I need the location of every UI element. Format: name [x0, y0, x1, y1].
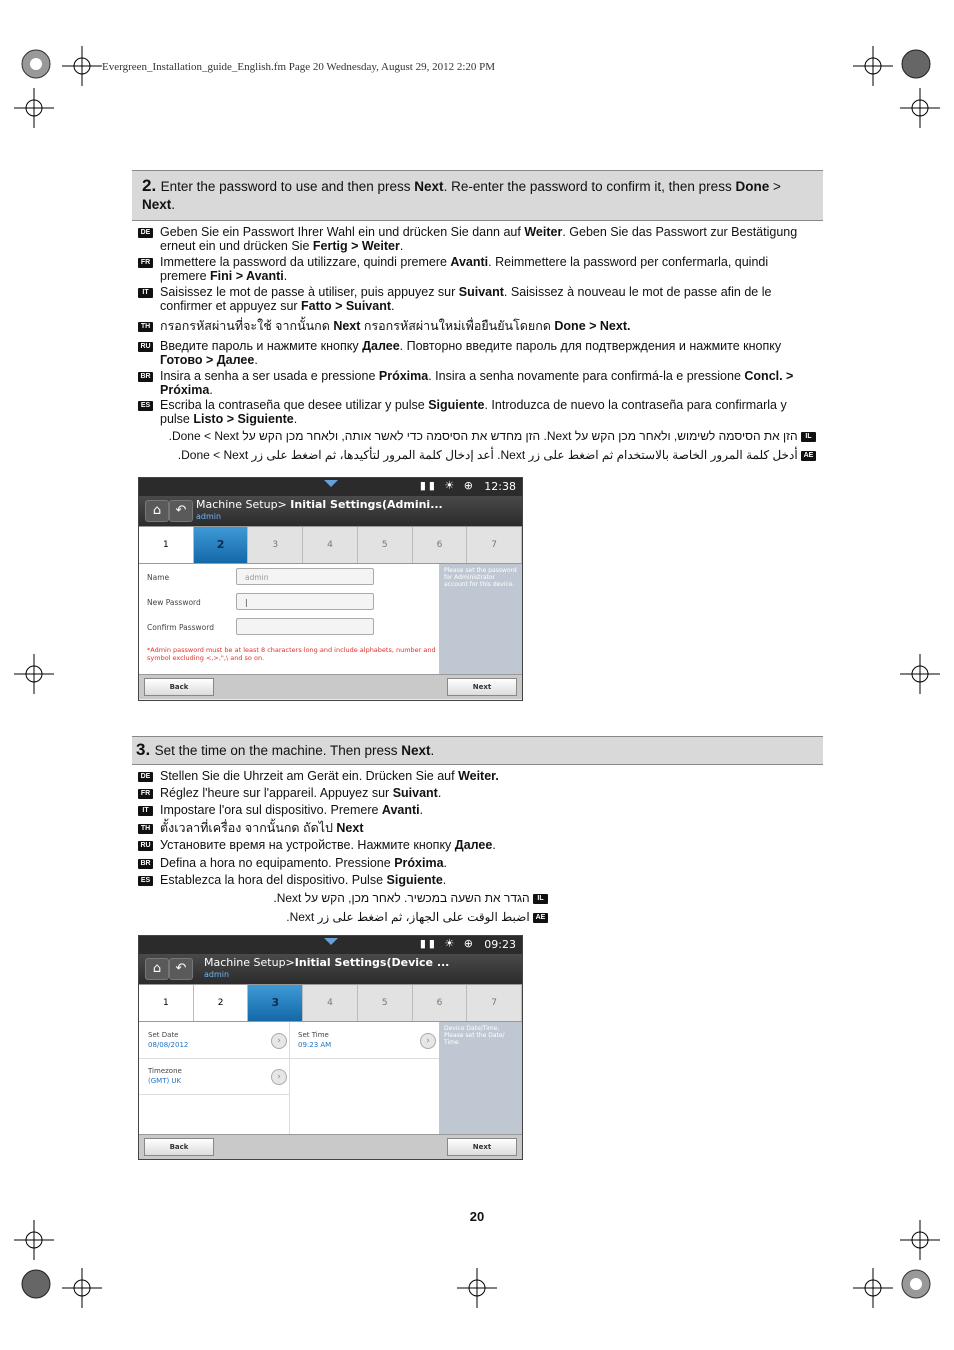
- lang-badge: DE: [138, 772, 153, 782]
- lang-row-ae: AE أدخل كلمة المرور الخاصة بالاستخدام ثم اضغط على زر Next. أعد إدخال كلمة المرور لتأكيدها، ثم اضغط على زر Done < Next.: [178, 448, 816, 462]
- footer-bar: [139, 1134, 522, 1159]
- lang-badge: AE: [801, 451, 816, 461]
- lang-row-th: TH ตั้งเวลาที่เครื่อง จากนั้นกด ถัดไป Next: [138, 821, 810, 835]
- registration-circle-icon: [20, 1268, 52, 1300]
- step-2-bar: [132, 170, 823, 221]
- lang-row-es: ES Escriba la contraseña que desee utilizar y pulse Siguiente. Introduzca de nuevo la contraseña para confirmarla y pulse Listo > Siguiente.: [138, 398, 810, 426]
- step-tabs: [139, 984, 522, 1022]
- lang-badge: TH: [138, 322, 153, 332]
- lang-row-ae: AE اضبط الوقت على الجهاز، ثم اضغط على زر Next.: [286, 910, 548, 924]
- chevron-right-icon[interactable]: ›: [271, 1069, 287, 1085]
- step-instruction: Enter the password to use and then press Next. Re-enter the password to confirm it, then press Done > Next.: [142, 179, 781, 212]
- lang-badge: IL: [533, 894, 548, 904]
- timezone-cell[interactable]: [139, 1058, 290, 1095]
- lang-badge: FR: [138, 789, 153, 799]
- lang-row-de: DE Stellen Sie die Uhrzeit am Gerät ein. Drücken Sie auf Weiter.: [138, 769, 810, 783]
- tab-step-active[interactable]: 3: [248, 985, 303, 1021]
- lang-row-ru: RU Введите пароль и нажмите кнопку Далее. Повторно введите пароль для подтверждения и нажмите кнопку Готово > Далее.: [138, 339, 810, 367]
- crosshair-mark-icon: [457, 1268, 497, 1308]
- screen-subtitle: admin: [204, 970, 230, 979]
- next-button[interactable]: Next: [447, 1138, 517, 1156]
- lang-badge: IT: [138, 806, 153, 816]
- timezone-label: Timezone: [148, 1067, 182, 1075]
- step-tabs: [139, 526, 522, 564]
- registration-circle-icon: [20, 48, 52, 80]
- help-side-panel: Device Date/Time, Please set the Date/ Time: [439, 1022, 522, 1134]
- crosshair-mark-icon: [900, 654, 940, 694]
- lang-badge: ES: [138, 876, 153, 886]
- set-time-cell[interactable]: [289, 1022, 439, 1059]
- crosshair-mark-icon: [853, 1268, 893, 1308]
- set-date-cell[interactable]: [139, 1022, 290, 1059]
- lang-badge: BR: [138, 859, 153, 869]
- title-bar: [139, 954, 522, 984]
- crosshair-mark-icon: [62, 46, 102, 86]
- tab-step-active[interactable]: 2: [194, 527, 249, 563]
- tab-step[interactable]: 1: [139, 985, 194, 1021]
- lang-badge: IL: [801, 432, 816, 442]
- crosshair-mark-icon: [14, 654, 54, 694]
- crosshair-mark-icon: [853, 46, 893, 86]
- set-date-value: 08/08/2012: [148, 1041, 189, 1049]
- tab-step[interactable]: 7: [467, 985, 522, 1021]
- status-icons: ▮▮ ☀ ⊕: [419, 937, 476, 950]
- name-label: Name: [147, 573, 170, 582]
- new-password-field[interactable]: |: [236, 593, 374, 610]
- registration-circle-icon: [900, 1268, 932, 1300]
- tab-step[interactable]: 6: [413, 985, 468, 1021]
- lang-row-br: BR Insira a senha a ser usada e pressione Próxima. Insira a senha novamente para confirmá-la e pressione Concl. > Próxima.: [138, 369, 810, 397]
- password-warning: *Admin password must be at least 8 characters long and include alphabets, number and symbol excluding <,>,",\ and so on.: [147, 646, 436, 662]
- tab-step[interactable]: 5: [358, 527, 413, 563]
- datetime-body: [139, 1022, 522, 1134]
- file-info-header: Evergreen_Installation_guide_English.fm Page 20 Wednesday, August 29, 2012 2:20 PM: [102, 61, 496, 73]
- crosshair-mark-icon: [62, 1268, 102, 1308]
- lang-badge: TH: [138, 824, 153, 834]
- divider: [289, 1058, 290, 1134]
- clock: 12:38: [484, 480, 516, 493]
- tab-step[interactable]: 3: [248, 527, 303, 563]
- lang-badge: AE: [533, 913, 548, 923]
- lang-row-ru: RU Установите время на устройстве. Нажмите кнопку Далее.: [138, 838, 810, 852]
- footer-bar: [139, 674, 522, 699]
- crosshair-mark-icon: [14, 1220, 54, 1260]
- next-button[interactable]: Next: [447, 678, 517, 696]
- set-time-label: Set Time: [298, 1031, 329, 1039]
- home-icon[interactable]: ⌂: [145, 500, 169, 522]
- page-number: 20: [469, 1209, 485, 1224]
- lang-row-it: IT Impostare l'ora sul dispositivo. Premere Avanti.: [138, 803, 810, 817]
- pull-down-arrow-icon[interactable]: [324, 938, 338, 945]
- lang-row-es: ES Establezca la hora del dispositivo. Pulse Siguiente.: [138, 873, 810, 887]
- step-3-bar: [132, 736, 823, 765]
- lang-row-fr: FR Réglez l'heure sur l'appareil. Appuyez sur Suivant.: [138, 786, 810, 800]
- lang-row-de: DE Geben Sie ein Passwort Ihrer Wahl ein und drücken Sie dann auf Weiter. Geben Sie das Passwort zur Bestätigung erneut ein und drücken Sie Fertig > Weiter.: [138, 225, 810, 253]
- device-screen-password: [138, 477, 523, 701]
- new-password-label: New Password: [147, 598, 201, 607]
- back-arrow-icon[interactable]: ↶: [169, 958, 193, 980]
- status-icons: ▮▮ ☀ ⊕: [419, 479, 476, 492]
- lang-row-it: IT Saisissez le mot de passe à utiliser, puis appuyez sur Suivant. Saisissez à nouveau le mot de passe afin de le confirmer et appuyez sur Fatto > Suivant.: [138, 285, 810, 313]
- form-body: [139, 564, 522, 674]
- clock: 09:23: [484, 938, 516, 951]
- lang-row-th: TH กรอกรหัสผ่านที่จะใช้ จากนั้นกด Next กรอกรหัสผ่านใหม่เพื่อยืนยันโดยกด Done > Next.: [138, 319, 810, 333]
- step-instruction: Set the time on the machine. Then press Next.: [154, 743, 435, 758]
- lang-row-br: BR Defina a hora no equipamento. Pressione Próxima.: [138, 856, 810, 870]
- tab-step[interactable]: 1: [139, 527, 194, 563]
- crosshair-mark-icon: [900, 1220, 940, 1260]
- tab-step[interactable]: 5: [358, 985, 413, 1021]
- title-bar: [139, 496, 522, 526]
- status-bar: [139, 936, 522, 954]
- name-field[interactable]: admin: [236, 568, 374, 585]
- lang-row-fr: FR Immettere la password da utilizzare, quindi premere Avanti. Reimmettere la password per confermarla, quindi premere Fini > Avanti.: [138, 255, 810, 283]
- screen-subtitle: admin: [196, 512, 222, 521]
- back-button[interactable]: Back: [144, 1138, 214, 1156]
- set-time-value: 09:23 AM: [298, 1041, 332, 1049]
- tab-step[interactable]: 2: [194, 985, 249, 1021]
- set-date-label: Set Date: [148, 1031, 179, 1039]
- pull-down-arrow-icon[interactable]: [324, 480, 338, 487]
- home-icon[interactable]: ⌂: [145, 958, 169, 980]
- step-number: 2.: [142, 176, 157, 195]
- confirm-password-field[interactable]: [236, 618, 374, 635]
- chevron-right-icon[interactable]: ›: [420, 1033, 436, 1049]
- help-side-panel: Please set the password for Administrator account for this device.: [439, 564, 522, 674]
- device-screen-datetime: [138, 935, 523, 1160]
- chevron-right-icon[interactable]: ›: [271, 1033, 287, 1049]
- crosshair-mark-icon: [14, 88, 54, 128]
- lang-badge: ES: [138, 401, 153, 411]
- registration-circle-icon: [900, 48, 932, 80]
- tab-step[interactable]: 4: [303, 527, 358, 563]
- status-bar: [139, 478, 522, 496]
- lang-badge: RU: [138, 342, 153, 352]
- screen-title: Machine Setup>Initial Settings(Device ...: [204, 956, 450, 969]
- back-button[interactable]: Back: [144, 678, 214, 696]
- step-number: 3.: [136, 740, 151, 759]
- lang-row-il: IL הזן את הסיסמה לשימוש, ולאחר מכן הקש על Next. הזן מחדש את הסיסמה כדי לאשר אותה, ולאחר מכן הקש על Done < Next.: [169, 429, 816, 443]
- lang-badge: DE: [138, 228, 153, 238]
- timezone-value: (GMT) UK: [148, 1077, 182, 1085]
- lang-badge: BR: [138, 372, 153, 382]
- lang-badge: IT: [138, 288, 153, 298]
- confirm-password-label: Confirm Password: [147, 623, 214, 632]
- tab-step[interactable]: 6: [413, 527, 468, 563]
- lang-badge: FR: [138, 258, 153, 268]
- screen-title: Machine Setup> Initial Settings(Admini...: [196, 498, 443, 511]
- crosshair-mark-icon: [900, 88, 940, 128]
- tab-step[interactable]: 4: [303, 985, 358, 1021]
- lang-badge: RU: [138, 841, 153, 851]
- back-arrow-icon[interactable]: ↶: [169, 500, 193, 522]
- lang-row-il: IL הגדר את השעה במכשיר. לאחר מכן, הקש על Next.: [273, 891, 548, 905]
- tab-step[interactable]: 7: [467, 527, 522, 563]
